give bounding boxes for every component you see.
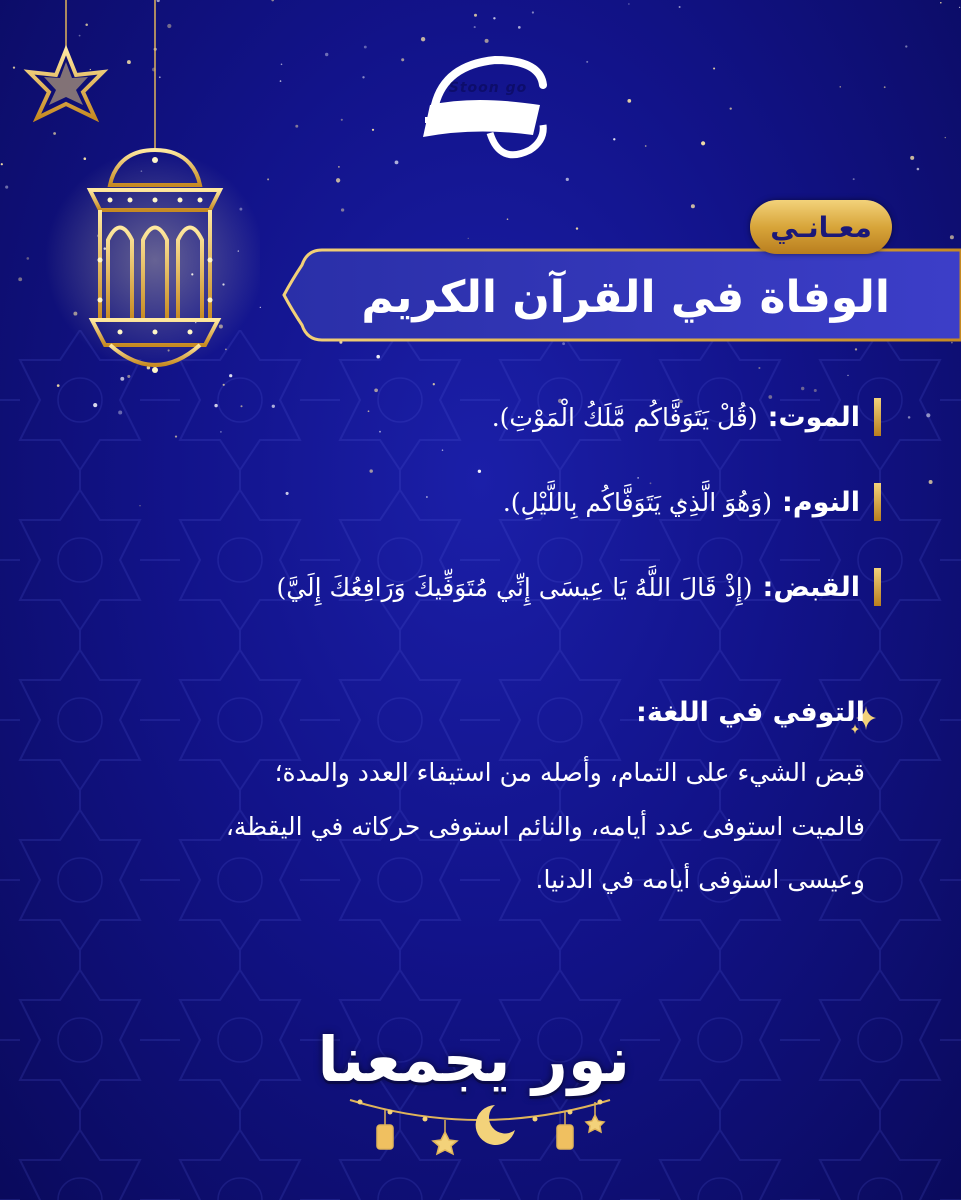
- star-dot: [376, 355, 380, 359]
- star-dot: [691, 204, 695, 208]
- star-dot: [485, 39, 489, 43]
- crescent-icon: [476, 1105, 515, 1145]
- star-dot: [679, 6, 681, 8]
- star-dot: [853, 178, 855, 180]
- star-dot: [801, 387, 804, 390]
- footer-slogan: نور يجمعنا: [317, 1023, 630, 1096]
- meaning-separator: :: [782, 486, 793, 518]
- star-dot: [701, 141, 705, 145]
- star-dot: [175, 436, 177, 438]
- star-dot: [713, 67, 715, 69]
- star-dot: [566, 178, 569, 181]
- star-dot: [730, 107, 732, 109]
- meaning-separator: :: [762, 571, 774, 603]
- star-dot: [341, 119, 343, 121]
- star-dot: [910, 156, 914, 160]
- star-dot: [364, 46, 367, 49]
- star-dot: [758, 367, 760, 369]
- star-dot: [468, 238, 469, 239]
- star-dot: [586, 61, 588, 63]
- star-dot: [507, 218, 509, 220]
- gold-bullet-bar: [874, 483, 881, 521]
- star-dot: [847, 375, 848, 376]
- star-dot: [395, 160, 399, 164]
- star-dot: [940, 2, 942, 4]
- brand-logo: [415, 45, 555, 165]
- language-line: فالميت استوفى عدد أيامه، والنائم استوفى حركاته في اليقظة،: [225, 812, 865, 841]
- star-dot: [93, 403, 97, 407]
- star-dot: [139, 505, 140, 506]
- meaning-separator: :: [767, 401, 779, 433]
- star-dot: [474, 14, 477, 17]
- meaning-term: الموت: [778, 401, 860, 433]
- star-dot: [442, 449, 444, 451]
- star-dot: [421, 37, 425, 41]
- star-dot: [628, 3, 629, 4]
- star-dot: [369, 469, 372, 472]
- star-dot: [338, 166, 340, 168]
- star-dot: [950, 235, 954, 239]
- star-dot: [645, 145, 647, 147]
- star-dot: [884, 86, 886, 88]
- star-ornament-icon: [29, 50, 103, 118]
- star-dot: [917, 168, 920, 171]
- language-heading: التوفي في اللغة:: [636, 697, 865, 728]
- category-badge: معـانـي: [750, 200, 892, 254]
- star-dot: [426, 496, 428, 498]
- star-dot: [926, 413, 930, 417]
- star-dot: [341, 208, 344, 211]
- star-dot: [336, 178, 340, 182]
- meaning-item-taking: [276, 568, 881, 606]
- star-dot: [433, 383, 435, 385]
- page-title: الوفاة في القرآن الكريم: [361, 272, 890, 323]
- gold-bullet-bar: [874, 398, 881, 436]
- lantern-icon: [0, 0, 260, 400]
- meaning-term: القبض: [773, 571, 860, 603]
- meaning-verse: (إِذْ قَالَ اللَّهُ يَا عِيسَى إِنِّي مُتَوَفِّيكَ وَرَافِعُكَ إِلَيَّ): [276, 572, 753, 602]
- star-dot: [272, 405, 275, 408]
- star-dot: [271, 0, 274, 1]
- gold-bullet-bar: [874, 568, 881, 606]
- star-dot: [325, 53, 328, 56]
- star-dot: [379, 431, 381, 433]
- star-dot: [929, 480, 933, 484]
- star-dot: [905, 45, 907, 47]
- star-dot: [945, 137, 946, 138]
- star-dot: [368, 410, 370, 412]
- star-dot: [372, 129, 374, 131]
- star-dot: [281, 64, 283, 66]
- meaning-verse: (قُلْ يَتَوَفَّاكُم مَّلَكُ الْمَوْتِ).: [491, 402, 758, 432]
- star-dot: [908, 416, 911, 419]
- star-dot: [627, 99, 631, 103]
- star-dot: [840, 86, 841, 87]
- language-line: وعيسى استوفى أيامه في الدنيا.: [535, 865, 865, 894]
- star-dot: [613, 138, 615, 140]
- star-dot: [814, 389, 817, 392]
- star-dot: [474, 26, 476, 28]
- star-dot: [267, 178, 269, 180]
- meaning-term: النوم: [792, 486, 860, 518]
- meaning-verse: (وَهُوَ الَّذِي يَتَوَفَّاكُم بِاللَّيْلِ).: [502, 487, 773, 517]
- meaning-item-death: [492, 398, 881, 436]
- star-dot: [518, 26, 521, 29]
- brand-logo-text: Stoon go: [448, 80, 528, 96]
- star-dot: [362, 76, 364, 78]
- star-dot: [214, 404, 217, 407]
- star-dot: [959, 7, 960, 8]
- star-dot: [374, 388, 378, 392]
- star-dot: [576, 227, 578, 229]
- star-dot: [401, 58, 404, 61]
- star-dot: [493, 17, 495, 19]
- star-dot: [220, 431, 222, 433]
- meaning-item-sleep: [503, 483, 881, 521]
- star-dot: [240, 405, 242, 407]
- star-dot: [295, 125, 298, 128]
- star-dot: [280, 80, 282, 82]
- star-dot: [478, 470, 481, 473]
- star-dot: [637, 477, 639, 479]
- star-dot: [118, 410, 122, 414]
- star-dot: [532, 11, 534, 13]
- star-dot: [286, 492, 289, 495]
- language-line: قبض الشيء على التمام، وأصله من استيفاء العدد والمدة؛: [274, 758, 865, 787]
